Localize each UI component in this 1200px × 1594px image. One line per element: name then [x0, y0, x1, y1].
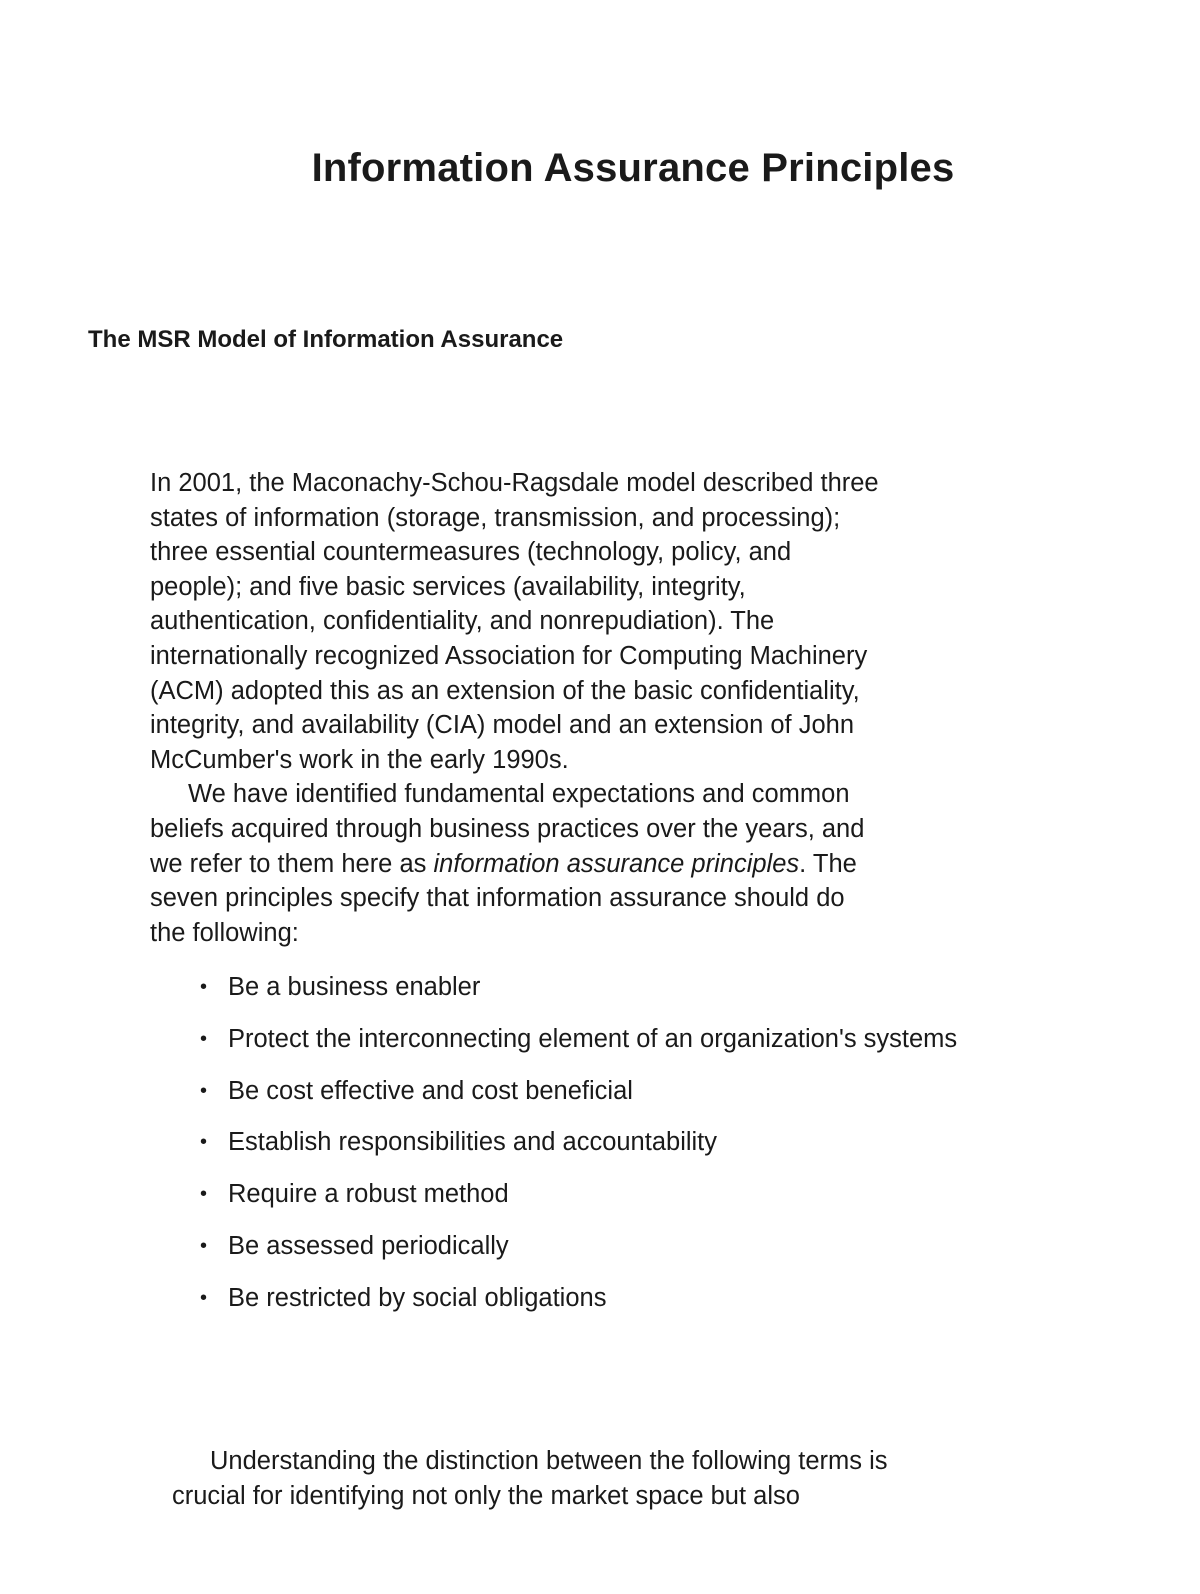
- paragraph-line: three essential countermeasures (technology, policy, and: [150, 538, 792, 567]
- bullet-icon: •: [200, 976, 208, 998]
- paragraph-line: states of information (storage, transmission, and processing);: [150, 503, 841, 532]
- section-heading: The MSR Model of Information Assurance: [88, 326, 564, 353]
- list-item-text: Establish responsibilities and accountability: [228, 1128, 718, 1157]
- paragraph-line: In 2001, the Maconachy-Schou-Ragsdale model described three: [150, 469, 879, 497]
- paragraph-line: McCumber's work in the early 1990s.: [150, 745, 569, 774]
- paragraph-line: Understanding the distinction between the following terms is: [210, 1447, 888, 1475]
- paragraph-line: [150, 847, 1070, 882]
- bullet-icon: •: [200, 1079, 208, 1102]
- list-item: [200, 1229, 957, 1281]
- paragraph-line: We have identified fundamental expectations and common: [188, 780, 850, 809]
- list-item: [200, 1177, 957, 1229]
- list-item: [200, 970, 957, 1022]
- paragraph-line: crucial for identifying not only the market space but also: [172, 1481, 800, 1510]
- paragraph-text: we refer to them here as: [150, 849, 434, 878]
- paragraph-line: people); and five basic services (availability, integrity,: [150, 572, 746, 601]
- list-item-text: Require a robust method: [228, 1180, 509, 1209]
- paragraph-text: . The: [799, 849, 857, 878]
- list-item-text: Be cost effective and cost beneficial: [228, 1076, 633, 1105]
- paragraph-line: the following:: [150, 918, 299, 947]
- paragraph-line: beliefs acquired through business practices over the years, and: [150, 814, 865, 843]
- list-item: [200, 1281, 957, 1333]
- bullet-icon: •: [200, 1286, 208, 1309]
- msr-paragraph: [150, 466, 1070, 777]
- bullet-icon: •: [200, 1131, 208, 1154]
- document-title: Information Assurance Principles: [311, 146, 955, 190]
- closing-paragraph: [172, 1444, 888, 1513]
- principles-intro-paragraph: [150, 777, 1070, 950]
- bullet-icon: •: [200, 1183, 208, 1206]
- body-text: [150, 466, 1070, 950]
- list-item-text: Be a business enabler: [228, 973, 481, 1001]
- italic-term: information assurance principles: [433, 849, 800, 878]
- paragraph-line: seven principles specify that information assurance should do: [150, 884, 845, 913]
- list-item: [200, 1125, 957, 1177]
- list-item-text: Be assessed periodically: [228, 1231, 509, 1260]
- list-item-text: Protect the interconnecting element of an organization's systems: [228, 1024, 958, 1053]
- list-item-text: Be restricted by social obligations: [228, 1283, 607, 1312]
- bullet-icon: •: [200, 1027, 208, 1050]
- list-item: [200, 1074, 957, 1126]
- paragraph-line: integrity, and availability (CIA) model and an extension of John: [150, 711, 855, 740]
- paragraph-line: (ACM) adopted this as an extension of the basic confidentiality,: [150, 676, 860, 705]
- principles-list: [200, 970, 957, 1333]
- list-item: [200, 1022, 957, 1074]
- paragraph-line: internationally recognized Association for Computing Machinery: [150, 641, 868, 670]
- bullet-icon: •: [200, 1234, 208, 1257]
- paragraph-line: authentication, confidentiality, and nonrepudiation). The: [150, 607, 775, 636]
